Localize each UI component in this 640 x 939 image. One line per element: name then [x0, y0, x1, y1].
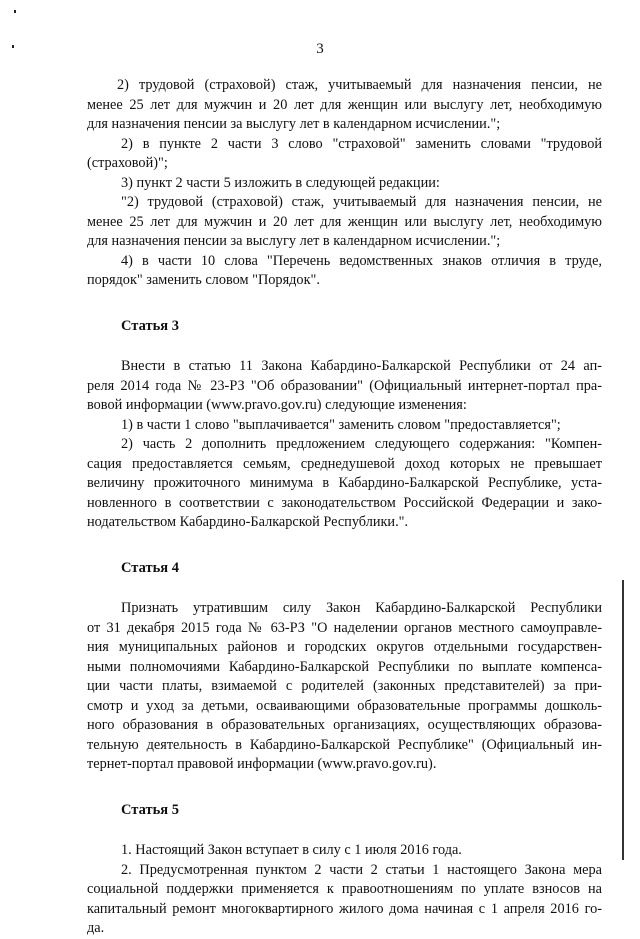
article-heading: Статья 5	[121, 801, 179, 818]
article-heading: Статья 4	[121, 559, 179, 576]
text-line: 3) пункт 2 части 5 изложить в следующей редакции:	[121, 174, 440, 191]
text-line: ного образования в образовательных организациях, осуществляющих образова-	[87, 717, 602, 733]
text-line: менее 25 лет для мужчин и 20 лет для женщин или выслугу лет, необходимую	[87, 213, 602, 230]
paragraph	[87, 76, 602, 135]
text-line: Внести в статью 11 Закона Кабардино-Балкарской Республики от 24 ап-	[121, 358, 602, 374]
text-line: от 31 декабря 2015 года № 63-РЗ "О наделении органов местного самоуправле-	[87, 619, 602, 636]
text-line: да.	[87, 920, 105, 936]
text-line: новленного в соответствии с законодательством Российской Федерации и зако-	[87, 494, 602, 511]
paragraph	[87, 841, 602, 861]
text-line: 2) часть 2 дополнить предложением следующего содержания: "Компен-	[121, 436, 602, 452]
text-line: реля 2014 года № 23-РЗ "Об образовании" (Официальный интернет-портал пра-	[87, 377, 602, 394]
text-line: ции части платы, взимаемой с родителей (законных представителей) за при-	[87, 678, 602, 694]
text-line: нодательством Кабардино-Балкарской Республики.".	[87, 514, 409, 530]
text-line: 2) в пункте 2 части 3 слово "страховой" заменить словами "трудовой	[121, 135, 602, 152]
paragraph	[87, 135, 602, 174]
paragraph	[87, 435, 602, 533]
text-line: величину прожиточного минимума в Кабардино-Балкарской Республике, уста-	[87, 475, 602, 491]
text-line: капитальный ремонт многоквартирного жилого дома начиная с 1 апреля 2016 го-	[87, 900, 602, 917]
text-line: ными полномочиями Кабардино-Балкарской Республики по выплате компенса-	[87, 658, 602, 675]
text-line: социальной поддержки применяется к правоотношениям по уплате взносов на	[87, 881, 602, 897]
text-line: "2) трудовой (страховой) стаж, учитываемый для назначения пенсии, не	[121, 194, 602, 210]
text-line: для назначения пенсии за выслугу лет в календарном исчислении.";	[87, 116, 501, 132]
paragraph	[87, 861, 602, 939]
paragraph	[87, 174, 602, 194]
paragraph	[87, 193, 602, 252]
text-line: смотр и уход за детьми, осваивающими образовательные программы дошколь-	[87, 697, 602, 714]
text-line: (страховой)";	[87, 155, 168, 171]
paragraph	[87, 357, 602, 416]
text-line: для назначения пенсии за выслугу лет в календарном исчислении.";	[87, 233, 501, 249]
page-number: 3	[316, 41, 324, 57]
text-line: Признать утратившим силу Закон Кабардино-Балкарской Республики	[121, 600, 602, 616]
text-line: менее 25 лет для мужчин и 20 лет для женщин или выслугу лет, необходимую	[87, 96, 602, 113]
paragraph	[87, 416, 602, 436]
text-line: порядок" заменить словом "Порядок".	[87, 272, 320, 288]
text-line: сация предоставляется семьям, среднедушевой доход которых не превышает	[87, 455, 602, 472]
text-line: 1. Настоящий Закон вступает в силу с 1 июля 2016 года.	[121, 842, 462, 858]
text-line: 2. Предусмотренная пунктом 2 части 2 статьи 1 настоящего Закона мера	[121, 861, 602, 878]
text-line: тельную деятельность в Кабардино-Балкарской Республике" (Официальный ин-	[87, 736, 602, 753]
scan-mark-top	[14, 10, 16, 13]
paragraph	[87, 599, 602, 775]
document-body	[87, 76, 602, 939]
article-heading: Статья 3	[121, 317, 179, 334]
text-line: тернет-портал правовой информации (www.pravo.gov.ru).	[87, 756, 437, 772]
scan-edge-line	[622, 580, 624, 860]
text-line: 2) трудовой (страховой) стаж, учитываемый для назначения пенсии, не	[117, 77, 602, 93]
text-line: 1) в части 1 слово "выплачивается" заменить словом "предоставляется";	[121, 416, 561, 433]
text-line: вовой информации (www.pravo.gov.ru) следующие изменения:	[87, 397, 467, 413]
paragraph	[87, 252, 602, 291]
text-line: 4) в части 10 слова "Перечень ведомственных знаков отличия в труде,	[121, 252, 602, 269]
text-line: ния муниципальных районов и городских округов отдельными государствен-	[87, 639, 602, 655]
